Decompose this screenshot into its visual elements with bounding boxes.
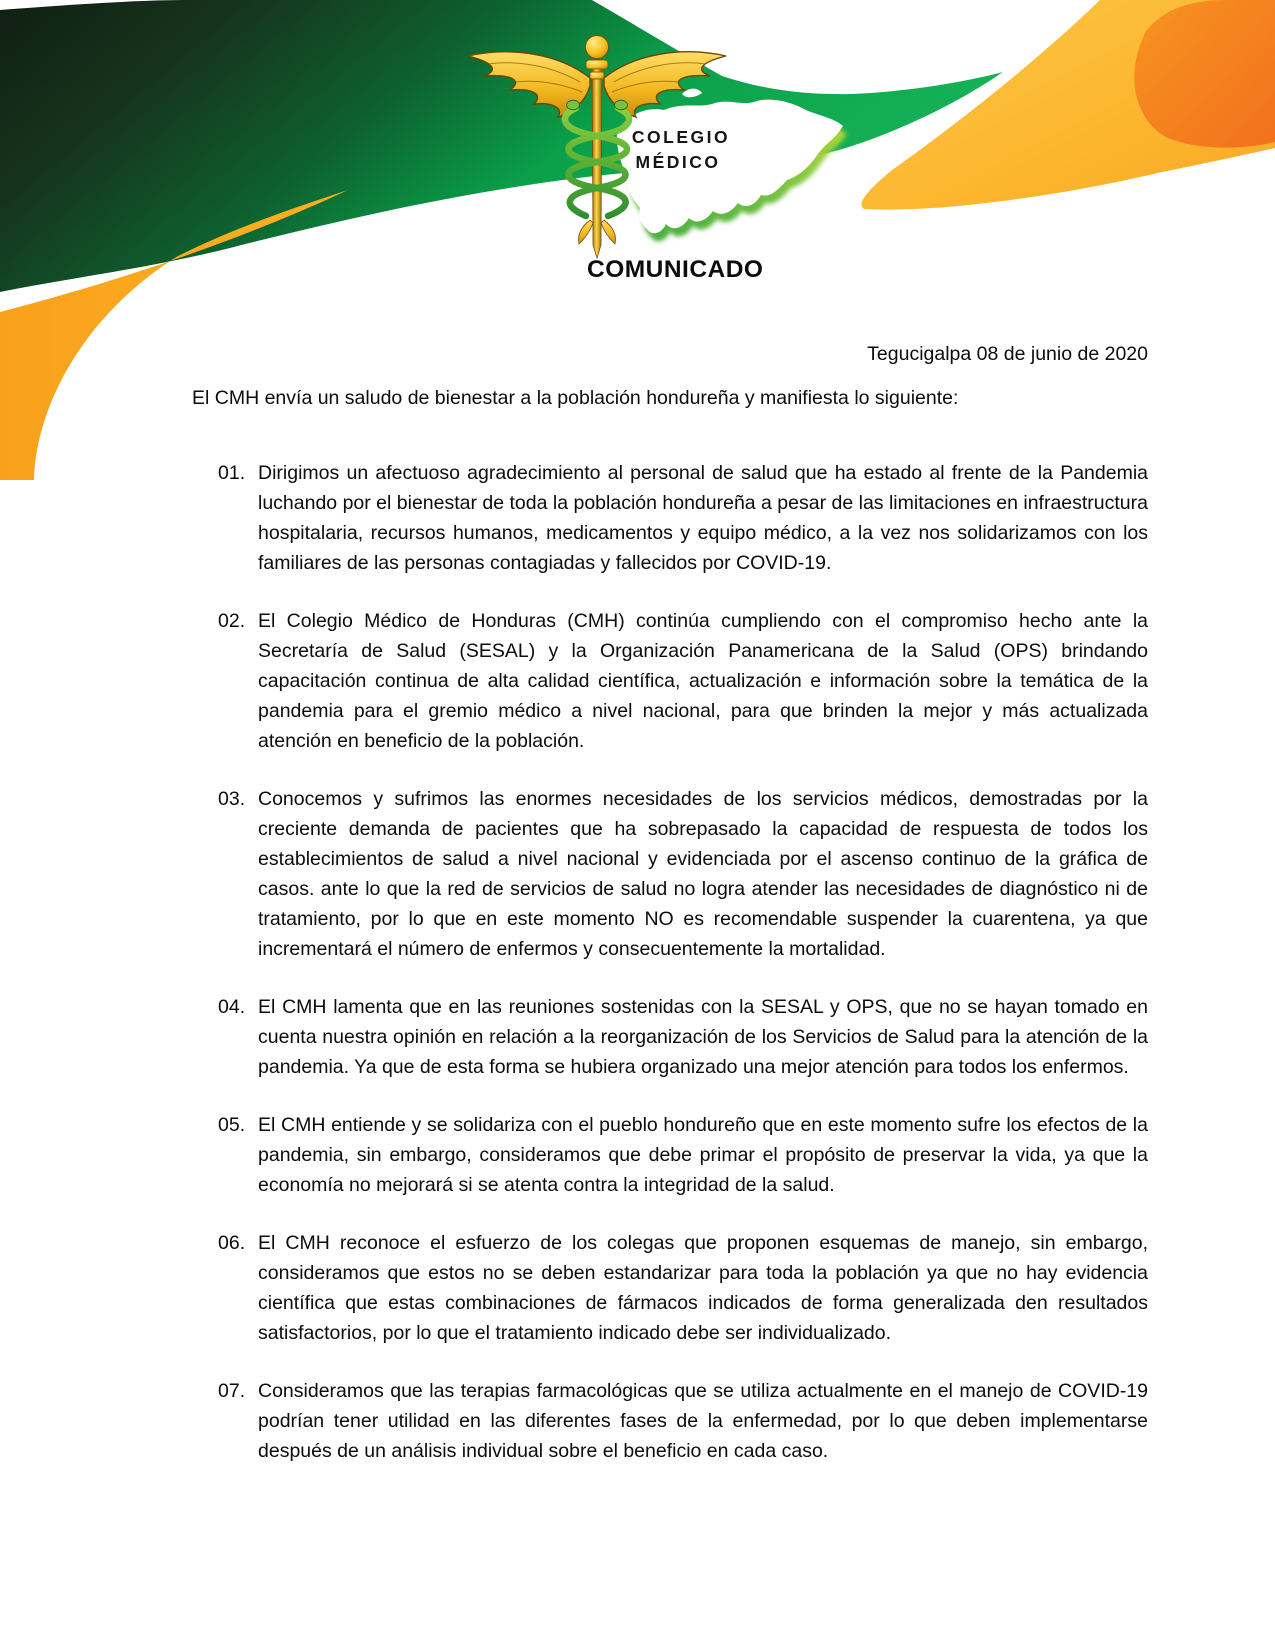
list-item-05 xyxy=(218,1110,1148,1200)
logo-text-line2: MÉDICO xyxy=(635,152,721,172)
dateline: Tegucigalpa 08 de junio de 2020 xyxy=(867,343,1148,365)
item-text: El CMH reconoce el esfuerzo de los colegas que proponen esquemas de manejo, sin embargo, consideramos que estos no se deben estandarizar para toda la población ya que no hay evidencia científica que estas combinaciones de fármacos indicados de forma generalizada den resultados satisfactorios, por lo que el tratamiento indicado debe ser individualizado. xyxy=(258,1232,1148,1344)
item-text: El Colegio Médico de Honduras (CMH) continúa cumpliendo con el compromiso hecho ante la Secretaría de Salud (SESAL) y la Organización Panamericana de la Salud (OPS) brindando capacitación continua de alta calidad científica, actualización e información sobre la temática de la pandemia para el gremio médico a nivel nacional, para que brinden la mejor y más actualizada atención en beneficio de la población. xyxy=(258,610,1148,752)
page-title: COMUNICADO xyxy=(587,256,764,283)
item-number: 01. xyxy=(218,462,246,484)
staff-collar-small xyxy=(590,72,604,79)
item-number: 07. xyxy=(218,1380,246,1402)
item-number: 02. xyxy=(218,610,246,632)
green-swoosh xyxy=(0,0,1003,292)
item-text: Consideramos que las terapias farmacológicas que se utiliza actualmente en el manejo de COVID-19 podrían tener utilidad en las diferentes fases de la enfermedad, por lo que deben implementarse después de un análisis individual sobre el beneficio en cada caso. xyxy=(258,1380,1148,1462)
list-item-02 xyxy=(218,606,1148,756)
item-number: 06. xyxy=(218,1232,246,1254)
item-text: Conocemos y sufrimos las enormes necesidades de los servicios médicos, demostradas por la creciente demanda de pacientes que ha sobrepasado la capacidad de respuesta de todos los establecimientos de salud a nivel nacional y evidenciada por el ascenso continuo de la gráfica de casos. ante lo que la red de servicios de salud no logra atender las necesidades de diagnóstico ni de tratamiento, por lo que en este momento NO es recomendable suspender la cuarentena, ya que incrementará el número de enfermos y consecuentemente la mortalidad. xyxy=(258,788,1148,960)
list-item-01 xyxy=(218,458,1148,578)
item-text: El CMH entiende y se solidariza con el pueblo hondureño que en este momento sufre los efectos de la pandemia, sin embargo, consideramos que debe primar el propósito de preservar la vida, ya que la economía no mejorará si se atenta contra la integridad de la salud. xyxy=(258,1114,1148,1196)
item-number: 03. xyxy=(218,788,246,810)
right-orange-swoosh xyxy=(1134,0,1275,148)
item-number: 04. xyxy=(218,996,246,1018)
list-item-04 xyxy=(218,992,1148,1082)
item-text: El CMH lamenta que en las reuniones sostenidas con la SESAL y OPS, que no se hayan tomado en cuenta nuestra opinión en relación a la reorganización de los Servicios de Salud para la atención de la pandemia. Ya que de esta forma se hubiera organizado una mejor atención para todos los enfermos. xyxy=(258,996,1148,1078)
staff-collar xyxy=(586,60,608,69)
list-item-06 xyxy=(218,1228,1148,1348)
item-number: 05. xyxy=(218,1114,246,1136)
item-text: Dirigimos un afectuoso agradecimiento al personal de salud que ha estado al frente de la Pandemia luchando por el bienestar de toda la población hondureña a pesar de las limitaciones en infraestructura hospitalaria, recursos humanos, medicamentos y equipo médico, a la vez nos solidarizamos con los familiares de las personas contagiadas y fallecidos por COVID-19. xyxy=(258,462,1148,574)
staff-knob xyxy=(586,36,609,59)
intro-text: El CMH envía un saludo de bienestar a la población hondureña y manifiesta lo siguiente: xyxy=(192,387,959,409)
logo-text-line1: COLEGIO xyxy=(631,127,731,147)
list-item-03 xyxy=(218,784,1148,964)
list-item-07 xyxy=(218,1376,1148,1466)
statement-list xyxy=(218,458,1148,1494)
